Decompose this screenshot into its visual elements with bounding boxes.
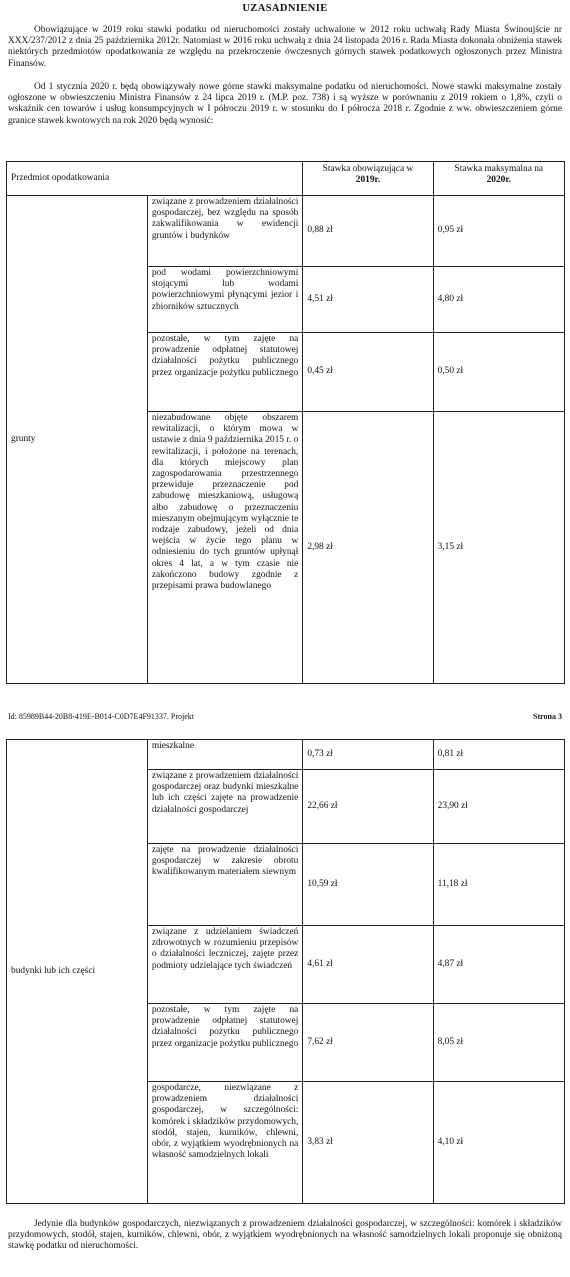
row-rate-2020: 23,90 zł	[433, 770, 564, 844]
document-page-2	[0, 700, 570, 1277]
row-rate-2019: 0,45 zł	[303, 333, 433, 412]
row-rate-2019: 0,88 zł	[303, 196, 433, 267]
row-desc: pozostałe, w tym zajęte na prowadzenie odpłatnej statutowej działalności pożytku publicznego przez organizacje pożytku publicznego	[147, 333, 303, 412]
row-rate-2019: 0,73 zł	[303, 740, 433, 770]
page-number: Strona 3	[533, 712, 562, 721]
row-rate-2020: 0,81 zł	[433, 740, 564, 770]
row-rate-2019: 22,66 zł	[303, 770, 433, 844]
paragraph-reduced-rate: Jedynie dla budynków gospodarczych, niezwiązanych z prowadzeniem działalności gospodarczej, w szczególności: komórek i składzików przydomowych, stodół, stajen, kurników, chlewni, obór, z wyjątkiem wyodrębnionych na własność samodzielnych lokali proponuje się obniżoną stawkę podatku od nieruchomości.	[8, 1219, 562, 1252]
header-rate-2019	[303, 162, 433, 196]
row-rate-2020: 11,18 zł	[433, 844, 564, 926]
header-rate-2020-label: Stawka maksymalna na	[454, 164, 544, 174]
row-desc: mieszkalne	[147, 740, 303, 770]
header-rate-2019-label: Stawka obowiązująca w	[322, 164, 414, 174]
row-desc: związane z prowadzeniem działalności gospodarczej, bez względu na sposób zakwalifikowania w ewidencji gruntów i budynków	[147, 196, 303, 267]
paragraph-rates-history: Obowiązujące w 2019 roku stawki podatku od nieruchomości zostały uchwalone w 2012 roku uchwałą Rady Miasta Świnoujście nr XXX/237/2012 z dnia 25 października 2012r. Natomiast w 2016 roku uchwałą z dnia 24 listopada 2016 r. Rada Miasta dokonała obniżenia stawek niektórych przedmiotów opodatkowania ze względu na przekroczenie ówczesnych górnych stawek podatkowych ogłoszonych przez Ministra Finansów.	[8, 25, 562, 69]
row-rate-2019: 2,98 zł	[303, 412, 433, 684]
row-desc: zajęte na prowadzenie działalności gospodarczej w zakresie obrotu kwalifikowanym materiałem siewnym	[147, 844, 303, 926]
row-desc: gospodarcze, niezwiązane z prowadzeniem działalności gospodarczej, w szczególności: komórek i składzików przydomowych, stodół, stajen, kurników, chlewni, obór, z wyjątkiem wyodrębnionych na własność samodzielnych lokali	[147, 1082, 303, 1204]
row-desc: związane z udzielaniem świadczeń zdrowotnych w rozumieniu przepisów o działalności leczniczej, zajęte przez podmioty udzielające tych świadczeń	[147, 926, 303, 1004]
header-rate-2019-year: 2019r.	[355, 175, 381, 186]
row-rate-2019: 4,61 zł	[303, 926, 433, 1004]
category-grunty: grunty	[7, 196, 148, 684]
row-rate-2020: 4,80 zł	[433, 267, 564, 333]
header-rate-2020-year: 2020r.	[486, 175, 512, 186]
tax-rates-table-land	[6, 161, 565, 684]
row-desc: niezabudowane objęte obszarem rewitalizacji, o którym mowa w ustawie z dnia 9 października 2015 r. o rewitalizacji, i położone na terenach, dla których miejscowy plan zagospodarowania przestrzennego przewiduje przeznaczenie pod zabudowę mieszkaniową, usługową albo zabudowę o przeznaczeniu mieszanym obejmującym wyłącznie te rodzaje zabudowy, jeżeli od dnia wejścia w życie tego planu w odniesieniu do tych gruntów upłynął okres 4 lat, a w tym czasie nie zakończono budowy zgodnie z przepisami prawa budowlanego	[147, 412, 303, 684]
table-row	[7, 740, 565, 770]
row-rate-2020: 0,50 zł	[433, 333, 564, 412]
row-rate-2020: 4,10 zł	[433, 1082, 564, 1204]
row-rate-2020: 4,87 zł	[433, 926, 564, 1004]
tax-rates-table-buildings	[6, 739, 565, 1204]
row-rate-2019: 4,51 zł	[303, 267, 433, 333]
header-rate-2020	[433, 162, 564, 196]
category-budynki: budynki lub ich części	[7, 740, 148, 1204]
row-desc: pozostałe, w tym zajęte na prowadzenie odpłatnej statutowej działalności pożytku publicznego przez organizacje pożytku publicznego	[147, 1004, 303, 1082]
row-rate-2020: 8,05 zł	[433, 1004, 564, 1082]
table-row	[7, 196, 565, 267]
paragraph-new-max-rates: Od 1 stycznia 2020 r. będą obowiązywały nowe górne stawki maksymalne podatku od nieruchomości. Nowe stawki maksymalne zostały ogłoszone w obwieszczeniu Ministra Finansów z 24 lipca 2019 r. (M.P. poz. 738) i są wyższe w porównaniu z 2019 rokiem o 1,8%, czyli o wskaźnik cen towarów i usług konsumpcyjnych w I półroczu 2019 r. w stosunku do I półrocza 2018 r. Zgodnie z ww. obwieszczeniem górne granice stawek kwotowych na rok 2020 będą wynosić:	[8, 82, 562, 126]
row-rate-2019: 7,62 zł	[303, 1004, 433, 1082]
row-rate-2020: 3,15 zł	[433, 412, 564, 684]
row-desc: pod wodami powierzchniowymi stojącymi lub wodami powierzchniowymi płynącymi jezior i zbiorników sztucznych	[147, 267, 303, 333]
header-subject: Przedmiot opodatkowania	[7, 162, 303, 196]
document-title: UZASADNIENIE	[242, 3, 328, 14]
row-rate-2020: 0,95 zł	[433, 196, 564, 267]
row-desc: związane z prowadzeniem działalności gospodarczej oraz budynki mieszkalne lub ich części zajęte na prowadzenie działalności gospodarczej	[147, 770, 303, 844]
document-id: Id: 85989B44-20B8-419E-B014-C0D7E4F91337. Projekt	[8, 712, 194, 721]
table-header-row	[7, 162, 565, 196]
row-rate-2019: 3,83 zł	[303, 1082, 433, 1204]
row-rate-2019: 10,59 zł	[303, 844, 433, 926]
